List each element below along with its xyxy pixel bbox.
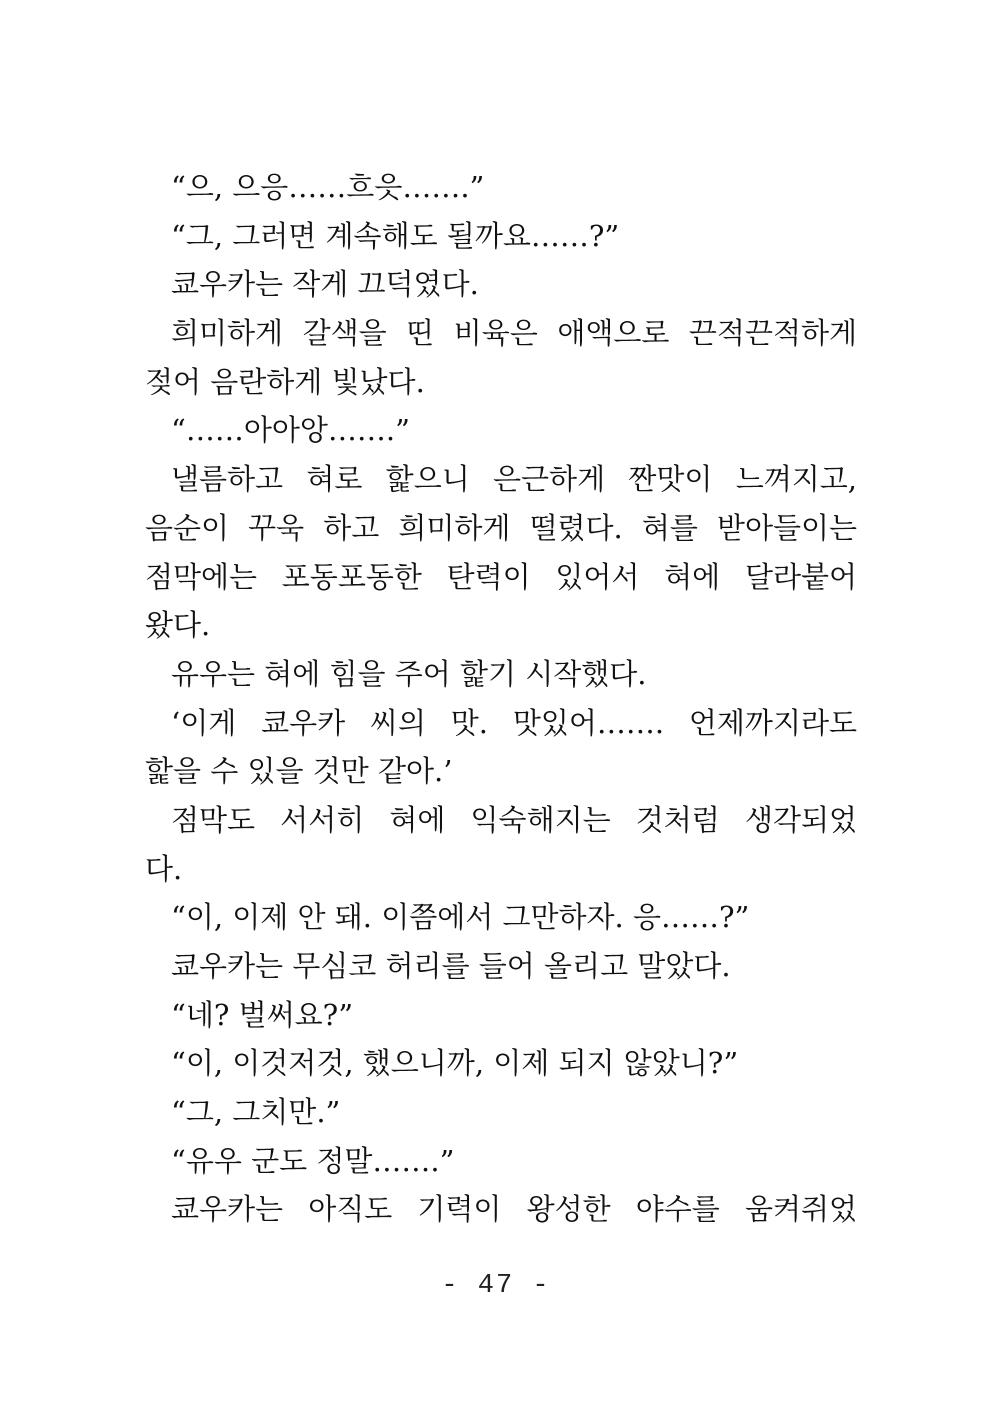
text-line: “이, 이것저것, 했으니까, 이제 되지 않았니?” — [171, 1046, 739, 1081]
text-line: ‘이게 쿄우카 씨의 맛. 맛있어……. 언제까지라도 — [171, 705, 857, 740]
text-line: “그, 그러면 계속해도 될까요……?” — [171, 218, 620, 253]
text-line: 점막에는 포동포동한 탄력이 있어서 혀에 달라붙어 — [145, 559, 857, 594]
text-line: 음순이 꾸욱 하고 희미하게 떨렸다. 혀를 받아들이는 — [145, 510, 857, 545]
text-line: “네? 벌써요?” — [171, 997, 354, 1032]
text-line: 다. — [145, 851, 183, 886]
text-line: 쿄우카는 아직도 기력이 왕성한 야수를 움켜쥐었 — [171, 1192, 857, 1227]
text-line: 희미하게 갈색을 띤 비육은 애액으로 끈적끈적하게 — [171, 316, 857, 351]
text-line: 낼름하고 혀로 핥으니 은근하게 짠맛이 느껴지고, — [171, 462, 857, 497]
text-line: 젖어 음란하게 빛났다. — [145, 364, 425, 399]
text-line: 점막도 서서히 혀에 익숙해지는 것처럼 생각되었 — [171, 802, 857, 837]
text-line: “……아아앙…….” — [171, 413, 410, 448]
text-line: 왔다. — [145, 608, 211, 643]
body-text — [145, 163, 857, 1234]
text-line: 쿄우카는 무심코 허리를 들어 올리고 말았다. — [171, 949, 731, 983]
text-line: 유우는 혀에 힘을 주어 핥기 시작했다. — [171, 656, 647, 691]
text-line: “유우 군도 정말…….” — [171, 1143, 455, 1178]
text-line: “으, 으응……흐읏…….” — [171, 170, 485, 204]
text-line: 쿄우카는 작게 끄덕였다. — [171, 267, 479, 302]
text-line: 핥을 수 있을 것만 같아.’ — [145, 754, 453, 789]
text-line: “그, 그치만.” — [171, 1095, 341, 1130]
page-number: - 47 - — [441, 1271, 551, 1301]
text-line: “이, 이제 안 돼. 이쯤에서 그만하자. 응……?” — [171, 900, 750, 935]
